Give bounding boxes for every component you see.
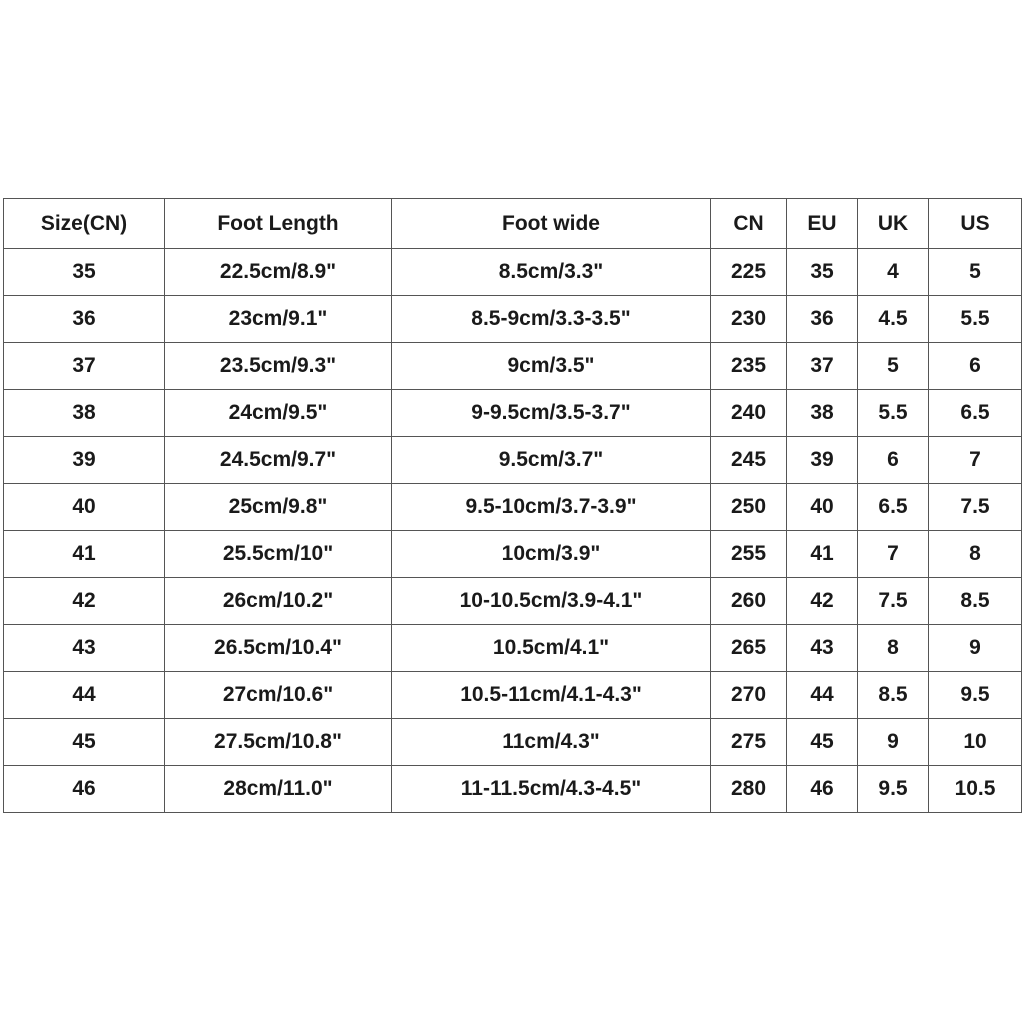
us-cell: 10.5 — [929, 766, 1022, 813]
uk-cell: 7 — [858, 531, 929, 578]
uk-cell: 6 — [858, 437, 929, 484]
header-row — [4, 199, 1022, 249]
us-cell: 8 — [929, 531, 1022, 578]
foot-length-cell: 27.5cm/10.8" — [165, 719, 392, 766]
header-foot-length: Foot Length — [165, 199, 392, 249]
uk-cell: 5.5 — [858, 390, 929, 437]
foot-wide-cell: 10.5-11cm/4.1-4.3" — [392, 672, 711, 719]
foot-wide-cell: 10-10.5cm/3.9-4.1" — [392, 578, 711, 625]
foot-wide-cell: 11-11.5cm/4.3-4.5" — [392, 766, 711, 813]
uk-cell: 5 — [858, 343, 929, 390]
eu-cell: 40 — [787, 484, 858, 531]
header-eu: EU — [787, 199, 858, 249]
table-row — [4, 719, 1022, 766]
size-cn-cell: 38 — [4, 390, 165, 437]
foot-wide-cell: 9.5-10cm/3.7-3.9" — [392, 484, 711, 531]
header-uk: UK — [858, 199, 929, 249]
size-cn-cell: 39 — [4, 437, 165, 484]
uk-cell: 6.5 — [858, 484, 929, 531]
table-header — [4, 199, 1022, 249]
eu-cell: 44 — [787, 672, 858, 719]
cn-cell: 240 — [711, 390, 787, 437]
header-size-cn: Size(CN) — [4, 199, 165, 249]
foot-wide-cell: 10.5cm/4.1" — [392, 625, 711, 672]
cn-cell: 245 — [711, 437, 787, 484]
size-cn-cell: 36 — [4, 296, 165, 343]
uk-cell: 8 — [858, 625, 929, 672]
foot-length-cell: 23.5cm/9.3" — [165, 343, 392, 390]
cn-cell: 275 — [711, 719, 787, 766]
size-cn-cell: 45 — [4, 719, 165, 766]
uk-cell: 8.5 — [858, 672, 929, 719]
cn-cell: 280 — [711, 766, 787, 813]
eu-cell: 36 — [787, 296, 858, 343]
table-row — [4, 249, 1022, 296]
us-cell: 5.5 — [929, 296, 1022, 343]
cn-cell: 230 — [711, 296, 787, 343]
foot-wide-cell: 9cm/3.5" — [392, 343, 711, 390]
foot-length-cell: 22.5cm/8.9" — [165, 249, 392, 296]
uk-cell: 9.5 — [858, 766, 929, 813]
size-cn-cell: 46 — [4, 766, 165, 813]
eu-cell: 37 — [787, 343, 858, 390]
table-row — [4, 390, 1022, 437]
size-cn-cell: 44 — [4, 672, 165, 719]
foot-length-cell: 27cm/10.6" — [165, 672, 392, 719]
table-row — [4, 343, 1022, 390]
cn-cell: 225 — [711, 249, 787, 296]
table-row — [4, 484, 1022, 531]
cn-cell: 265 — [711, 625, 787, 672]
eu-cell: 42 — [787, 578, 858, 625]
foot-wide-cell: 8.5cm/3.3" — [392, 249, 711, 296]
table-row — [4, 625, 1022, 672]
uk-cell: 9 — [858, 719, 929, 766]
header-foot-wide: Foot wide — [392, 199, 711, 249]
foot-wide-cell: 11cm/4.3" — [392, 719, 711, 766]
size-cn-cell: 42 — [4, 578, 165, 625]
cn-cell: 270 — [711, 672, 787, 719]
foot-length-cell: 26.5cm/10.4" — [165, 625, 392, 672]
eu-cell: 45 — [787, 719, 858, 766]
table-row — [4, 437, 1022, 484]
size-cn-cell: 40 — [4, 484, 165, 531]
table-body — [4, 249, 1022, 813]
eu-cell: 35 — [787, 249, 858, 296]
foot-wide-cell: 9.5cm/3.7" — [392, 437, 711, 484]
us-cell: 5 — [929, 249, 1022, 296]
foot-length-cell: 26cm/10.2" — [165, 578, 392, 625]
eu-cell: 39 — [787, 437, 858, 484]
us-cell: 10 — [929, 719, 1022, 766]
us-cell: 7 — [929, 437, 1022, 484]
foot-length-cell: 25cm/9.8" — [165, 484, 392, 531]
foot-wide-cell: 9-9.5cm/3.5-3.7" — [392, 390, 711, 437]
uk-cell: 4.5 — [858, 296, 929, 343]
cn-cell: 260 — [711, 578, 787, 625]
cn-cell: 255 — [711, 531, 787, 578]
us-cell: 8.5 — [929, 578, 1022, 625]
us-cell: 9.5 — [929, 672, 1022, 719]
header-cn: CN — [711, 199, 787, 249]
foot-length-cell: 24cm/9.5" — [165, 390, 392, 437]
table-row — [4, 766, 1022, 813]
foot-length-cell: 24.5cm/9.7" — [165, 437, 392, 484]
table-row — [4, 531, 1022, 578]
foot-length-cell: 25.5cm/10" — [165, 531, 392, 578]
uk-cell: 7.5 — [858, 578, 929, 625]
foot-wide-cell: 8.5-9cm/3.3-3.5" — [392, 296, 711, 343]
us-cell: 9 — [929, 625, 1022, 672]
header-us: US — [929, 199, 1022, 249]
us-cell: 6 — [929, 343, 1022, 390]
foot-length-cell: 28cm/11.0" — [165, 766, 392, 813]
table-row — [4, 296, 1022, 343]
eu-cell: 41 — [787, 531, 858, 578]
us-cell: 6.5 — [929, 390, 1022, 437]
eu-cell: 46 — [787, 766, 858, 813]
foot-length-cell: 23cm/9.1" — [165, 296, 392, 343]
eu-cell: 38 — [787, 390, 858, 437]
size-cn-cell: 43 — [4, 625, 165, 672]
size-cn-cell: 35 — [4, 249, 165, 296]
eu-cell: 43 — [787, 625, 858, 672]
table-row — [4, 578, 1022, 625]
foot-wide-cell: 10cm/3.9" — [392, 531, 711, 578]
size-cn-cell: 37 — [4, 343, 165, 390]
uk-cell: 4 — [858, 249, 929, 296]
cn-cell: 235 — [711, 343, 787, 390]
table-row — [4, 672, 1022, 719]
size-cn-cell: 41 — [4, 531, 165, 578]
cn-cell: 250 — [711, 484, 787, 531]
us-cell: 7.5 — [929, 484, 1022, 531]
size-chart-table — [3, 198, 1022, 813]
